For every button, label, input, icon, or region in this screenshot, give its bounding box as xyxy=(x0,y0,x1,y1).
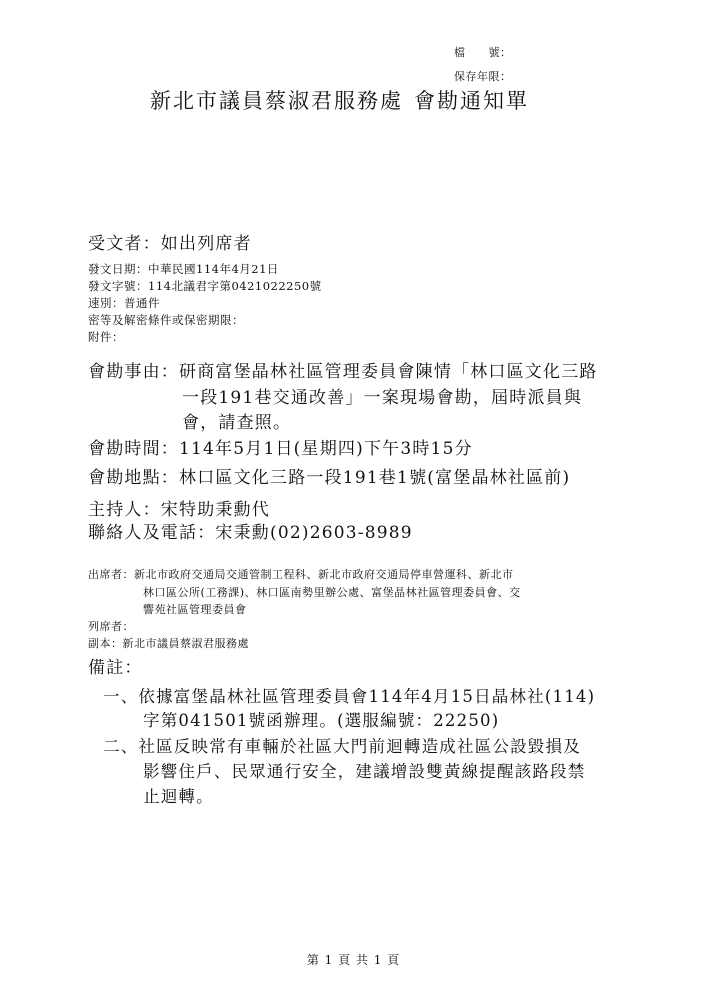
carbon-copy: 副本：新北市議員蔡淑君服務處 xyxy=(88,637,249,650)
attendees-line-2: 林口區公所(工務課)、林口區南勢里辦公處、富堡晶林社區管理委員會、交 xyxy=(143,586,521,599)
attachment: 附件： xyxy=(88,330,124,344)
delivery-speed: 速別：普通件 xyxy=(88,296,160,310)
file-number-label: 檔 號： xyxy=(454,46,512,59)
note-item-1-line-1: 一、依據富堡晶林社區管理委員會114年4月15日晶林社(114) xyxy=(103,687,596,706)
note-item-2-line-2: 影響住戶、民眾通行安全，建議增設雙黃線提醒該路段禁 xyxy=(143,762,586,781)
attendees-line-3: 響苑社區管理委員會 xyxy=(143,603,247,616)
document-type-title: 會勘通知單 xyxy=(414,89,529,113)
inspection-subject-line-1: 會勘事由：研商富堡晶林社區管理委員會陳情「林口區文化三路 xyxy=(88,362,598,382)
office-title: 新北市議員蔡淑君服務處 xyxy=(150,89,403,113)
recipient: 受文者：如出列席者 xyxy=(88,234,252,254)
issue-date: 發文日期：中華民國114年4月21日 xyxy=(88,262,279,276)
notes-heading: 備註： xyxy=(88,658,143,678)
observers: 列席者： xyxy=(88,620,134,633)
retention-period-label: 保存年限： xyxy=(454,70,512,83)
contact-person-phone: 聯絡人及電話：宋秉勳(02)2603-8989 xyxy=(88,523,413,543)
inspection-time: 會勘時間：114年5月1日(星期四)下午3時15分 xyxy=(88,439,473,459)
document-number: 發文字號：114北議君字第0421022250號 xyxy=(88,279,322,293)
page-number-footer: 第 1 頁 共 1 頁 xyxy=(306,953,401,967)
host: 主持人：宋特助秉勳代 xyxy=(88,500,270,520)
note-item-2-line-3: 止迴轉。 xyxy=(143,787,214,806)
attendees-line-1: 出席者：新北市政府交通局交通管制工程科、新北市政府交通局停車營運科、新北市 xyxy=(88,568,514,581)
inspection-subject-line-2: 一段191巷交通改善」一案現場會勘，屆時派員與 xyxy=(182,388,583,408)
note-item-2-line-1: 二、社區反映常有車輛於社區大門前迴轉造成社區公設毀損及 xyxy=(103,737,581,756)
secrecy-level: 密等及解密條件或保密期限： xyxy=(88,313,244,327)
inspection-subject-line-3: 會，請查照。 xyxy=(182,413,292,433)
inspection-location: 會勘地點：林口區文化三路一段191巷1號(富堡晶林社區前) xyxy=(88,468,571,488)
note-item-1-line-2: 字第041501號函辦理。(選服編號：22250) xyxy=(143,711,500,730)
